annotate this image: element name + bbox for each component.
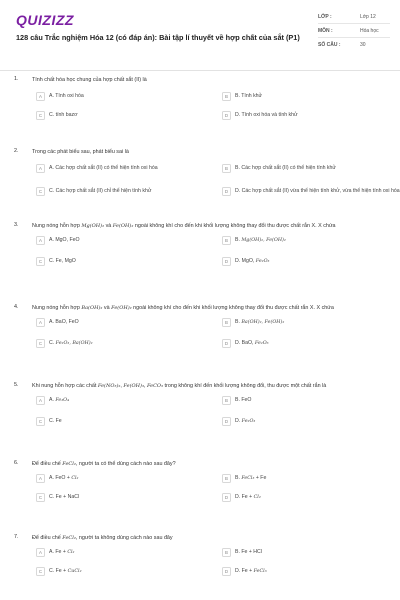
worksheet-meta — [318, 10, 390, 51]
option-letter-box[interactable]: D — [222, 493, 231, 502]
formula: FeCl₃ — [241, 476, 255, 481]
text-fragment: B. — [235, 475, 242, 481]
text-fragment: A. Fe + — [49, 549, 68, 555]
question-item — [0, 222, 400, 266]
formula: Cl₂ — [71, 476, 79, 481]
question-number: 7. — [14, 534, 19, 540]
answer-option-c[interactable] — [32, 339, 216, 348]
text-fragment: B. — [235, 237, 242, 243]
option-letter-box[interactable]: B — [222, 396, 231, 405]
answer-option-a[interactable] — [32, 548, 216, 557]
option-letter-box[interactable]: A — [36, 474, 45, 483]
option-text: B. Fe + HCl — [235, 549, 262, 555]
option-text: A. Tính oxi hóa — [49, 93, 84, 99]
text-fragment: A. — [49, 397, 56, 403]
answer-option-c[interactable] — [32, 567, 216, 576]
text-fragment: , — [120, 383, 124, 389]
answer-option-a[interactable] — [32, 396, 216, 405]
option-letter-box[interactable]: C — [36, 567, 45, 576]
answer-option-d[interactable] — [218, 187, 400, 196]
option-letter-box[interactable]: C — [36, 187, 45, 196]
formula: CuCl₂ — [67, 569, 82, 574]
option-letter-box[interactable]: A — [36, 236, 45, 245]
option-text: D. Các hợp chất sắt (II) vừa thể hiện tính khử, vừa thể hiện tính oxi hóa — [235, 188, 400, 194]
text-fragment: trong không khí đến khối lượng không đổi, thu được một chất rắn là — [163, 383, 327, 389]
option-letter-box[interactable]: A — [36, 92, 45, 101]
option-text — [49, 397, 216, 404]
formula: Ba(OH)₂ — [81, 305, 103, 311]
meta-label: LỚP : — [318, 13, 332, 20]
formula: Mg(OH)₂, Fe(OH)₂ — [241, 238, 286, 243]
question-item — [0, 304, 400, 348]
answer-option-b[interactable] — [218, 548, 400, 557]
option-text — [235, 475, 400, 482]
question-stem — [32, 382, 386, 390]
option-letter-box[interactable]: D — [222, 257, 231, 266]
answer-option-a[interactable] — [32, 318, 216, 327]
answer-options — [32, 236, 386, 266]
option-text — [235, 319, 400, 326]
question-number: 1. — [14, 76, 19, 82]
option-letter-box[interactable]: A — [36, 396, 45, 405]
question-number: 3. — [14, 222, 19, 228]
option-text — [49, 568, 216, 575]
formula: Fe₂O₃ — [254, 341, 269, 346]
text-fragment: ngoài không khí cho đến khi khối lượng không thay đổi thu được chất rắn X. X chứa — [133, 223, 336, 229]
option-text: B. FeO — [235, 397, 252, 403]
text-fragment: , người ta có thể dùng cách nào sau đây? — [75, 461, 176, 467]
question-item — [0, 382, 400, 426]
text-fragment: D. Fe + — [235, 494, 254, 500]
question-number: 2. — [14, 148, 19, 154]
formula: Cl₂ — [253, 495, 261, 500]
text-fragment: Để điều chế — [32, 535, 63, 541]
worksheet-title: 128 câu Trắc nghiệm Hóa 12 (có đáp án): Bài tập lí thuyết về hợp chất của sắt (P1) — [16, 33, 300, 42]
answer-option-b[interactable] — [218, 318, 400, 327]
text-fragment: Khi nung hỗn hợp các chất — [32, 383, 98, 389]
option-text — [235, 418, 400, 425]
question-item — [0, 460, 400, 502]
option-letter-box[interactable]: A — [36, 548, 45, 557]
option-letter-box[interactable]: D — [222, 187, 231, 196]
answer-option-a[interactable] — [32, 236, 216, 245]
answer-option-c[interactable] — [32, 493, 216, 502]
option-text — [235, 568, 400, 575]
answer-option-b[interactable] — [218, 236, 400, 245]
option-text — [235, 494, 400, 501]
answer-options — [32, 318, 386, 348]
option-text: C. tính bazơ — [49, 112, 78, 118]
option-letter-box[interactable]: C — [36, 339, 45, 348]
question-item — [0, 534, 400, 576]
formula: FeCl₃ — [253, 569, 267, 574]
question-item — [0, 148, 400, 196]
formula: Fe(OH)₂ — [111, 305, 132, 311]
formula: Fe₂O₃ — [255, 259, 270, 264]
formula: FeCl₂ — [62, 461, 76, 467]
formula: Fe(NO₃)₂ — [97, 383, 121, 389]
text-fragment: B. — [235, 319, 242, 325]
meta-label: SỐ CÂU : — [318, 41, 341, 48]
answer-option-d[interactable] — [218, 417, 400, 426]
text-fragment: A. FeO + — [49, 475, 72, 481]
answer-option-a[interactable] — [32, 92, 216, 101]
answer-option-b[interactable] — [218, 92, 400, 101]
answer-option-b[interactable] — [218, 164, 400, 173]
option-letter-box[interactable]: B — [222, 548, 231, 557]
question-number: 5. — [14, 382, 19, 388]
question-stem: Trong các phát biểu sau, phát biểu sai là — [32, 149, 129, 155]
answer-option-d[interactable] — [218, 111, 400, 120]
formula: Cl₂ — [67, 550, 75, 555]
option-text — [235, 237, 400, 244]
option-letter-box[interactable]: C — [36, 493, 45, 502]
option-letter-box[interactable]: D — [222, 567, 231, 576]
option-text — [49, 549, 216, 556]
answer-options — [32, 92, 386, 120]
option-text: A. BaO, FeO — [49, 319, 79, 325]
question-number: 6. — [14, 460, 19, 466]
formula: Ba(OH)₂, Fe(OH)₂ — [241, 320, 285, 325]
answer-option-b[interactable] — [218, 474, 400, 483]
answer-options — [32, 164, 400, 196]
option-letter-box[interactable]: C — [36, 257, 45, 266]
meta-value: Hóa học — [360, 27, 379, 34]
answer-option-d[interactable] — [218, 339, 400, 348]
answer-option-b[interactable] — [218, 396, 400, 405]
answer-option-d[interactable] — [218, 257, 400, 266]
meta-row — [318, 24, 390, 38]
option-text — [235, 258, 400, 265]
question-item — [0, 76, 400, 120]
formula: Fe₂O₃ — [241, 419, 256, 424]
answer-option-a[interactable] — [32, 474, 216, 483]
option-text — [235, 340, 400, 347]
meta-value: 30 — [360, 41, 366, 48]
option-letter-box[interactable]: B — [222, 92, 231, 101]
text-fragment: D. BaO, — [235, 340, 255, 346]
question-stem — [32, 460, 386, 468]
answer-options — [32, 396, 386, 426]
formula: Fe₃O₄ — [55, 398, 70, 403]
formula: FeCO₃ — [146, 383, 164, 389]
meta-label: MÔN : — [318, 27, 333, 34]
meta-row — [318, 38, 390, 51]
formula: Fe₂O₃, Ba(OH)₂ — [55, 341, 93, 346]
text-fragment: D. — [235, 418, 242, 424]
text-fragment: , — [143, 383, 147, 389]
answer-option-c[interactable] — [32, 417, 216, 426]
option-letter-box[interactable]: A — [36, 318, 45, 327]
option-text: B. Các hợp chất sắt (II) có thể hiện tính khử — [235, 165, 336, 171]
question-stem — [32, 304, 386, 312]
answer-option-d[interactable] — [218, 567, 400, 576]
option-text: C. Fe — [49, 418, 62, 424]
text-fragment: C. Fe + — [49, 568, 68, 574]
option-text: C. Fe, MgO — [49, 258, 76, 264]
text-fragment: , người ta không dùng cách nào sau đây — [75, 535, 173, 541]
formula: Mg(OH)₂ — [81, 223, 105, 229]
answer-option-c[interactable] — [32, 111, 216, 120]
option-letter-box[interactable]: B — [222, 236, 231, 245]
question-stem — [32, 222, 386, 230]
text-fragment: Nung nóng hỗn hợp — [32, 223, 82, 229]
quizizz-logo[interactable]: QUIZIZZ — [16, 12, 74, 28]
text-fragment: ngoài không khí cho đến khi khối lượng không thay đổi thu được chất rắn X. X chứa — [131, 305, 334, 311]
option-letter-box[interactable]: D — [222, 339, 231, 348]
text-fragment: + Fe — [254, 475, 267, 481]
meta-value: Lớp 12 — [360, 13, 376, 20]
option-text — [49, 475, 216, 482]
option-text: A. MgO, FeO — [49, 237, 80, 243]
text-fragment: D. MgO, — [235, 258, 256, 264]
option-letter-box[interactable]: B — [222, 164, 231, 173]
option-letter-box[interactable]: B — [222, 474, 231, 483]
question-stem — [32, 534, 386, 542]
question-stem: Tính chất hóa học chung của hợp chất sắt (II) là — [32, 77, 147, 83]
option-letter-box[interactable]: A — [36, 164, 45, 173]
option-letter-box[interactable]: C — [36, 417, 45, 426]
answer-option-a[interactable] — [32, 164, 216, 173]
option-text: D. Tính oxi hóa và tính khử — [235, 112, 298, 118]
option-text: B. Tính khử — [235, 93, 263, 99]
option-letter-box[interactable]: B — [222, 318, 231, 327]
formula: Fe(OH)₂ — [112, 223, 134, 229]
option-text: C. Các hợp chất sắt (II) chỉ thể hiện tính khử — [49, 188, 152, 194]
text-fragment: và — [102, 305, 112, 311]
option-text: A. Các hợp chất sắt (II) có thể hiện tính oxi hóa — [49, 165, 158, 171]
option-text: C. Fe + NaCl — [49, 494, 80, 500]
answer-options — [32, 474, 386, 502]
option-text — [49, 340, 216, 347]
text-fragment: Nung nóng hỗn hợp — [32, 305, 82, 311]
answer-option-c[interactable] — [32, 187, 216, 196]
answer-options — [32, 548, 386, 576]
worksheet-header — [0, 0, 400, 71]
question-number: 4. — [14, 304, 19, 310]
text-fragment: D. Fe + — [235, 568, 254, 574]
answer-option-d[interactable] — [218, 493, 400, 502]
answer-option-c[interactable] — [32, 257, 216, 266]
text-fragment: C. — [49, 340, 56, 346]
option-letter-box[interactable]: C — [36, 111, 45, 120]
option-letter-box[interactable]: D — [222, 417, 231, 426]
text-fragment: Để điều chế — [32, 461, 63, 467]
formula: FeCl₂ — [62, 535, 76, 541]
formula: Fe(OH)₃ — [123, 383, 144, 389]
option-letter-box[interactable]: D — [222, 111, 231, 120]
meta-row — [318, 10, 390, 24]
text-fragment: và — [104, 223, 113, 229]
